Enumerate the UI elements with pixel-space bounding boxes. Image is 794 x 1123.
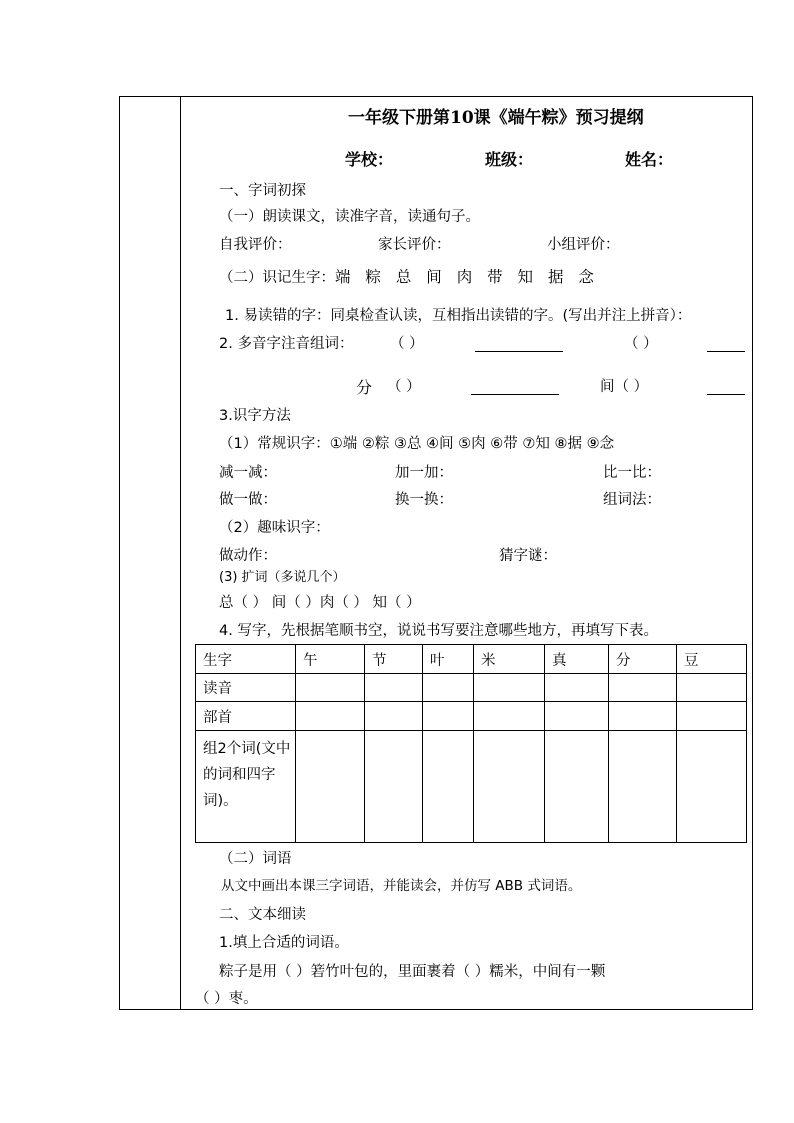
polyphone-line-b [707,351,745,352]
table-row [196,645,747,674]
row-label-char: 生字 [196,645,296,674]
class-label: 班级： [485,150,534,169]
parent-eval-label: 家长评价： [378,237,451,253]
outer-frame [119,96,753,1010]
fun-literacy: （2）趣味识字： [219,520,330,536]
question1-line2: （ ）枣。 [195,991,258,1007]
blank-cell[interactable] [545,674,609,702]
blank-cell[interactable] [296,731,365,843]
subtract-label: 减一减： [219,465,277,481]
riddle-label: 猜字谜： [499,548,557,564]
act-label: 做一做： [219,492,277,508]
table-row [196,674,747,702]
blank-cell[interactable] [365,702,423,731]
blank-cell[interactable] [423,702,474,731]
polyphone-jian: 间（ ） [600,379,649,395]
self-eval-label: 自我评价： [219,237,292,253]
blank-cell[interactable] [677,674,747,702]
blank-cell[interactable] [545,702,609,731]
new-chars-list: 端 粽 总 间 肉 带 知 据 念 [335,268,599,286]
char-cell: 米 [474,645,545,674]
ciyu-text: 从文中画出本课三字词语，并能读会，并仿写 ABB 式词语。 [221,878,582,894]
question1-line1: 粽子是用（ ）箬竹叶包的，里面裹着（ ）糯米，中间有一颗 [219,964,606,980]
row-label-pronunciation: 读音 [196,674,296,702]
row-label-radical: 部首 [196,702,296,731]
polyphone-line-a [475,351,563,352]
polyphone-blank-a: （ ） [390,336,424,352]
char-cell: 午 [296,645,365,674]
regular-literacy: （1）常规识字：①端 ②粽 ③总 ④间 ⑤肉 ⑥带 ⑦知 ⑧据 ⑨念 [219,436,615,452]
blank-cell[interactable] [296,674,365,702]
blank-cell[interactable] [474,674,545,702]
blank-cell[interactable] [545,731,609,843]
reading-heading: （一）朗读课文，读准字音，读通句子。 [219,209,480,225]
compare-label: 比一比： [603,465,661,481]
name-label: 姓名： [625,150,674,169]
polyphone-line-jian [707,394,745,395]
blank-cell[interactable] [296,702,365,731]
table-row [196,702,747,731]
group-eval-label: 小组评价： [547,237,620,253]
blank-cell[interactable] [423,674,474,702]
section1-heading: 一、字词初探 [219,183,306,199]
row-label-word-groups: 组2个词(文中的词和四字词)。 [196,731,296,843]
item3-heading: 3.识字方法 [219,408,291,424]
blank-cell[interactable] [677,731,747,843]
char-cell: 分 [609,645,677,674]
blank-cell[interactable] [609,731,677,843]
char-cell: 豆 [677,645,747,674]
school-label: 学校： [345,150,394,169]
blank-cell[interactable] [423,731,474,843]
blank-cell[interactable] [365,674,423,702]
table-row [196,731,747,843]
polyphone-line-fen [471,394,559,395]
blank-cell[interactable] [677,702,747,731]
blank-cell[interactable] [365,731,423,843]
polyphone-blank-b: （ ） [624,336,658,352]
new-chars-heading [219,270,599,286]
char-cell: 节 [365,645,423,674]
left-margin-divider [180,96,181,1010]
item4-text: 4. 写字，先根据笔顺书空，说说书写要注意哪些地方，再填写下表。 [219,623,658,639]
swap-label: 换一换： [395,492,453,508]
blank-cell[interactable] [474,731,545,843]
blank-cell[interactable] [609,702,677,731]
question1-heading: 1.填上合适的词语。 [219,935,349,951]
page-title: 一年级下册第10课《端午粽》预习提纲 [348,108,644,128]
blank-cell[interactable] [474,702,545,731]
new-chars-label: （二）识记生字： [219,270,335,286]
action-label: 做动作： [219,548,277,564]
char-cell: 真 [545,645,609,674]
section2-heading: 二、文本细读 [219,907,306,923]
add-label: 加一加： [395,465,453,481]
char-table [195,644,747,843]
word-group-label: 组词法： [603,492,661,508]
expand-words-heading: (3) 扩词（多说几个） [219,570,346,585]
ciyu-heading: （二）词语 [219,851,292,867]
blank-cell[interactable] [609,674,677,702]
item1-text: 1. 易读错的字：同桌检查认读，互相指出读错的字。(写出并注上拼音）： [225,308,692,324]
polyphone-fen-blank: （ ） [387,379,421,395]
expand-words-line: 总（ ） 间（ ）肉（ ） 知（ ） [219,595,421,611]
char-cell: 叶 [423,645,474,674]
item2-label: 2. 多音字注音组词： [219,336,354,352]
polyphone-fen: 分 [356,378,373,397]
